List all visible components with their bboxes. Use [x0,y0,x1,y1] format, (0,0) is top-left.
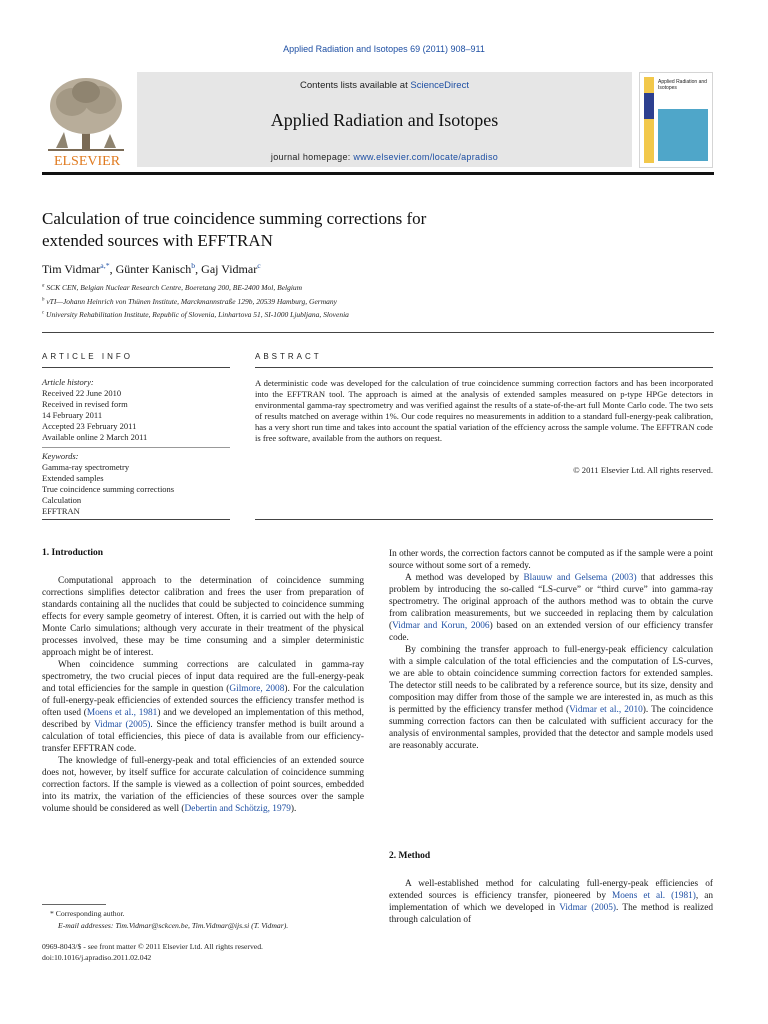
author-affiliation-mark[interactable]: b [191,261,196,270]
text-run: When coincidence summing corrections are calculated in gamma-ray spectrometry, the two crucial pieces of input data required are the full-energy-peak and total efficiencies for the sample in question ( [42,660,364,694]
keyword: Gamma-ray spectrometry [42,462,130,472]
text-run: A method was developed by [405,573,524,583]
masthead-rule [42,172,714,175]
keyword: Extended samples [42,473,104,483]
divider [255,519,713,520]
citation-link[interactable]: Vidmar and Korun, 2006 [392,621,490,631]
cover-yellow-band [644,77,654,163]
affiliation-mark: b [42,297,45,303]
affiliation-mark: a [42,283,45,289]
divider [255,367,713,368]
text-run: ) based on an extended version of our efficiency transfer code. [389,621,713,643]
article-info-heading: ARTICLE INFO [42,352,133,361]
journal-citation[interactable]: Applied Radiation and Isotopes 69 (2011) 908–911 [283,44,485,54]
footnote-rule [42,904,106,905]
journal-cover-thumbnail[interactable] [639,72,713,168]
citation-link[interactable]: Vidmar (2005) [559,903,617,913]
paragraph [42,755,364,815]
affiliation-text: vTI—Johann Heinrich von Thünen Institute, Marckmannstraße 129b, 20539 Hamburg, Germany [46,297,337,306]
abstract-text: A deterministic code was developed for the calculation of true coincidence summing correction factors and has been incorporated into the EFFTRAN tool. The approach is aimed at the analysis of extended samples measured on p-type HPGe detectors in environmental gamma-ray spectrometry and was verified against the results of a state-of-the-art full Monte Carlo code. The two sets of results matched on average within 1%. Our code requires no measurements in addition to a standard full-energy-peak calibration, has a very short run time and takes into account the spatial variation of the effciency across the sample volume. The EFFTRAN code is free software, available from the authors on request. [255,378,713,443]
affiliation-mark: c [42,310,45,316]
issn-line: 0969-8043/$ - see front matter © 2011 Elsevier Ltd. All rights reserved. [42,942,263,951]
affiliation [42,310,349,319]
author-name: Günter Kanisch [115,262,192,276]
sciencedirect-link[interactable]: ScienceDirect [410,80,469,91]
text-run: , an implementation of which we developed in [389,891,713,913]
text-run: ) and we developed an implementation of this method, described by [42,708,365,730]
section-heading-introduction: 1. Introduction [42,548,104,558]
keyword: Calculation [42,495,82,505]
divider [42,332,714,333]
affiliation-text: SCK CEN, Belgian Nuclear Research Centre, Boeretang 200, BE-2400 Mol, Belgium [46,283,303,292]
paragraph [389,878,713,926]
body-right-column-lower [389,878,713,926]
author-separator: , [109,262,116,276]
author-list [42,262,261,277]
history-item: Available online 2 March 2011 [42,432,148,442]
body-right-column-upper [389,548,713,752]
article-title-line2: extended sources with EFFTRAN [42,231,273,250]
citation-link[interactable]: Debertin and Schötzig, 1979 [184,804,291,814]
affiliation [42,283,302,292]
citation-link[interactable]: Blauuw and Gelsema (2003) [523,573,637,583]
homepage-prefix: journal homepage: [270,152,354,162]
email-addresses: E-mail addresses: Tim.Vidmar@sckcen.be, Tim.Vidmar@ijs.si (T. Vidmar). [58,921,289,930]
journal-masthead [42,70,714,170]
elsevier-wordmark: ELSEVIER [53,154,121,168]
text-run: ). For the calculation of full-energy-peak efficiencies of extended sources the efficiency transfer method is often used ( [42,684,364,718]
history-label: Article history: [42,377,94,387]
paragraph: In other words, the correction factors cannot be computed as if the sample were a point source without some sort of a remedy. [389,549,713,571]
citation-link[interactable]: Moens et al., 1981 [86,708,158,718]
elsevier-tree-logo [42,72,132,168]
author-affiliation-mark[interactable]: a,* [100,261,110,270]
body-left-column [42,575,364,815]
paragraph [389,572,713,644]
text-run: that addresses this problem by introducing the so-called “LS-curve” or “third curve” into gamma-ray spectrometry. The original approach of the authors method was to obtain the curve from calibration measurements, but we succeeded in replacing them by calculation ( [389,573,713,631]
citation-link[interactable]: Vidmar et al., 2010 [569,705,643,715]
cover-title-line2: Isotopes [658,85,677,91]
cover-image [658,109,708,161]
keyword: True coincidence summing corrections [42,484,175,494]
keyword: EFFTRAN [42,506,80,516]
text-run: A well-established method for calculating full-energy-peak efficiencies of extended sources is efficiency transfer, pioneered by [389,879,713,901]
section-heading-method: 2. Method [389,851,431,861]
abstract-heading: ABSTRACT [255,352,322,361]
contents-availability [137,80,632,91]
corresponding-author-note: * Corresponding author. [50,909,125,918]
affiliation-text: University Rehabilitation Institute, Republic of Slovenia, Linhartova 51, SI-1000 Ljubljana, Slovenia [46,310,349,319]
journal-info-box [137,72,632,167]
divider [42,519,230,520]
affiliation [42,297,337,306]
article-title [42,208,562,252]
author-affiliation-mark[interactable]: c [257,261,261,270]
author-separator: , [195,262,202,276]
journal-homepage [137,152,632,162]
author-name: Tim Vidmar [42,262,101,276]
contents-prefix: Contents lists available at [300,80,411,91]
paragraph: Computational approach to the determination of coincidence summing corrections simplifies detector calibration and frees the user from preparation of standards containing all the nuclides that could be subjected to coincidence summing effects for every sample geometry of interest. Often, it is carried out with the help of Monte Carlo simulations; although very accurate in their treatment of the physical processes involved, these may be time consuming and a simpler deterministic approach might be of interest. [42,576,364,658]
doi-line[interactable]: doi:10.1016/j.apradiso.2011.02.042 [42,953,152,962]
keywords-label: Keywords: [42,451,79,461]
citation-link[interactable]: Moens et al. (1981) [612,891,696,901]
text-run: ). [290,804,297,814]
text-run: . Since the efficiency transfer method is built around a calculation of total efficiencies, this piece of data is available from our efficiency-transfer EFFTRAN code. [42,720,364,754]
citation-link[interactable]: Gilmore, 2008 [229,684,285,694]
paragraph [389,644,713,752]
cover-title [658,79,707,91]
journal-name: Applied Radiation and Isotopes [270,110,499,130]
article-title-line1: Calculation of true coincidence summing corrections for [42,209,427,228]
text-run: ). The coincidence summing correction factors can then be calculated with sufficient accuracy for the analysis of environmental samples, provided that the detector and sample models used are reasonably accurate. [389,705,713,751]
article-history [42,377,242,443]
history-item: 14 February 2011 [42,410,103,420]
history-item: Received in revised form [42,399,128,409]
citation-link[interactable]: Vidmar (2005) [94,720,151,730]
text-run: By combining the transfer approach to full-energy-peak efficiency calculation with a simple calculation of the total efficiencies and the computation of LS-curves, we are able to obtain coincidence summing correction factors for extended samples. The detector still needs to be calibrated by a reference source, but its size, density and composition may differ from those of the sample we are interested in, as much as this is permitted by the efficiency transfer method ( [389,645,713,715]
cover-title-line1: Applied Radiation and [658,79,707,85]
divider [42,447,230,448]
keywords [42,451,242,517]
divider [42,367,230,368]
author-name: Gaj Vidmar [201,262,258,276]
history-item: Accepted 23 February 2011 [42,421,137,431]
history-item: Received 22 June 2010 [42,388,122,398]
paragraph [42,659,364,755]
homepage-link[interactable]: www.elsevier.com/locate/apradiso [353,152,499,162]
text-run: The knowledge of full-energy-peak and total efficiencies of an extended source does not, however, by itself suffice for accurate calculation of coincidence summing correction factors. If the sample is viewed as a collection of point sources, embedded into its matrix, the variation of the efficiencies of these sources over the sample volume should be considered as well ( [42,756,364,814]
cover-blue-band [644,93,654,119]
text-run: . The method is realized through calculation of [389,903,713,925]
abstract-copyright: © 2011 Elsevier Ltd. All rights reserved. [573,465,713,475]
